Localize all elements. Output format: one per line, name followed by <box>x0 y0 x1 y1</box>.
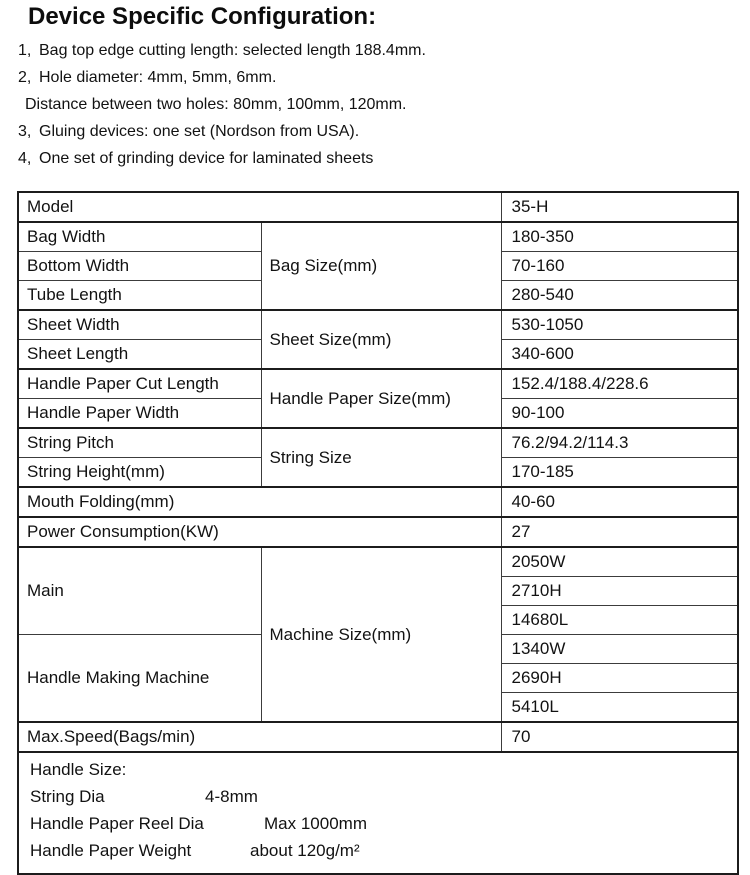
spec-value-cell: 90-100 <box>501 399 738 429</box>
row-bag-width <box>18 222 738 252</box>
spec-value-cell: 280-540 <box>501 281 738 311</box>
handle-size-value: Max 1000mm <box>264 814 367 833</box>
main-label-cell: Main <box>18 547 261 635</box>
spec-label-cell: Handle Paper Width <box>18 399 261 429</box>
bag-size-group-cell: Bag Size(mm) <box>261 222 501 310</box>
spec-value-cell: 340-600 <box>501 340 738 370</box>
notes-list <box>18 37 750 172</box>
note-item-2-continuation <box>18 91 750 118</box>
spec-label-cell: Handle Paper Cut Length <box>18 369 261 399</box>
spec-value-cell: 5410L <box>501 693 738 723</box>
spec-label-cell: Bottom Width <box>18 252 261 281</box>
spec-value-cell: 40-60 <box>501 487 738 517</box>
note-item-1 <box>18 37 750 64</box>
machine-size-group-cell: Machine Size(mm) <box>261 547 501 722</box>
note-text: Bag top edge cutting length: selected length 188.4mm. <box>39 42 426 59</box>
note-text: Gluing devices: one set (Nordson from USA). <box>39 123 360 140</box>
note-text: Distance between two holes: 80mm, 100mm, 120mm. <box>25 96 407 113</box>
handle-size-value: 4-8mm <box>205 787 258 806</box>
note-number: 1, <box>18 42 32 59</box>
note-item-3 <box>18 118 750 145</box>
handle-size-label: String Dia <box>30 787 105 806</box>
spec-label-cell: Bag Width <box>18 222 261 252</box>
spec-label-cell: Sheet Length <box>18 340 261 370</box>
spec-table <box>17 191 739 875</box>
note-item-2 <box>18 64 750 91</box>
row-mouth-folding <box>18 487 738 517</box>
row-sheet-width <box>18 310 738 340</box>
note-text: Hole diameter: 4mm, 5mm, 6mm. <box>39 69 277 86</box>
spec-value-cell: 1340W <box>501 635 738 664</box>
row-model <box>18 192 738 222</box>
handle-size-line-paper-weight <box>30 837 737 864</box>
row-string-pitch <box>18 428 738 458</box>
page-title: Device Specific Configuration: <box>28 3 377 30</box>
handle-size-line-string-dia <box>30 783 737 810</box>
note-item-4 <box>18 145 750 172</box>
model-label-cell: Model <box>18 192 501 222</box>
handle-size-label: Handle Paper Reel Dia <box>30 814 204 833</box>
spec-value-cell: 170-185 <box>501 458 738 488</box>
spec-value-cell: 530-1050 <box>501 310 738 340</box>
spec-label-cell: Mouth Folding(mm) <box>18 487 501 517</box>
model-value-cell: 35-H <box>501 192 738 222</box>
spec-value-cell: 152.4/188.4/228.6 <box>501 369 738 399</box>
handle-size-label: Handle Paper Weight <box>30 841 192 860</box>
spec-value-cell: 2690H <box>501 664 738 693</box>
handle-size-heading: Handle Size: <box>30 760 127 779</box>
spec-label-cell: Sheet Width <box>18 310 261 340</box>
spec-value-cell: 70-160 <box>501 252 738 281</box>
handle-making-machine-label-cell: Handle Making Machine <box>18 635 261 723</box>
document-page <box>0 3 750 860</box>
row-handle-size-block <box>18 752 738 874</box>
row-power-consumption <box>18 517 738 547</box>
note-number: 4, <box>18 150 32 167</box>
spec-label-cell: Max.Speed(Bags/min) <box>18 722 501 752</box>
spec-value-cell: 2710H <box>501 577 738 606</box>
note-number: 2, <box>18 69 32 86</box>
spec-value-cell: 2050W <box>501 547 738 577</box>
handle-paper-size-group-cell: Handle Paper Size(mm) <box>261 369 501 428</box>
spec-value-cell: 76.2/94.2/114.3 <box>501 428 738 458</box>
spec-label-cell: String Pitch <box>18 428 261 458</box>
row-max-speed <box>18 722 738 752</box>
spec-value-cell: 27 <box>501 517 738 547</box>
row-machine-main-w <box>18 547 738 577</box>
spec-label-cell: Power Consumption(KW) <box>18 517 501 547</box>
note-text: One set of grinding device for laminated sheets <box>39 150 374 167</box>
handle-size-block <box>18 752 738 874</box>
spec-label-cell: String Height(mm) <box>18 458 261 488</box>
spec-value-cell: 70 <box>501 722 738 752</box>
handle-size-value: about 120g/m² <box>250 841 360 860</box>
spec-label-cell: Tube Length <box>18 281 261 311</box>
handle-size-line-reel-dia <box>30 810 737 837</box>
note-number: 3, <box>18 123 32 140</box>
sheet-size-group-cell: Sheet Size(mm) <box>261 310 501 369</box>
string-size-group-cell: String Size <box>261 428 501 487</box>
spec-value-cell: 14680L <box>501 606 738 635</box>
row-handle-paper-cut-length <box>18 369 738 399</box>
spec-value-cell: 180-350 <box>501 222 738 252</box>
